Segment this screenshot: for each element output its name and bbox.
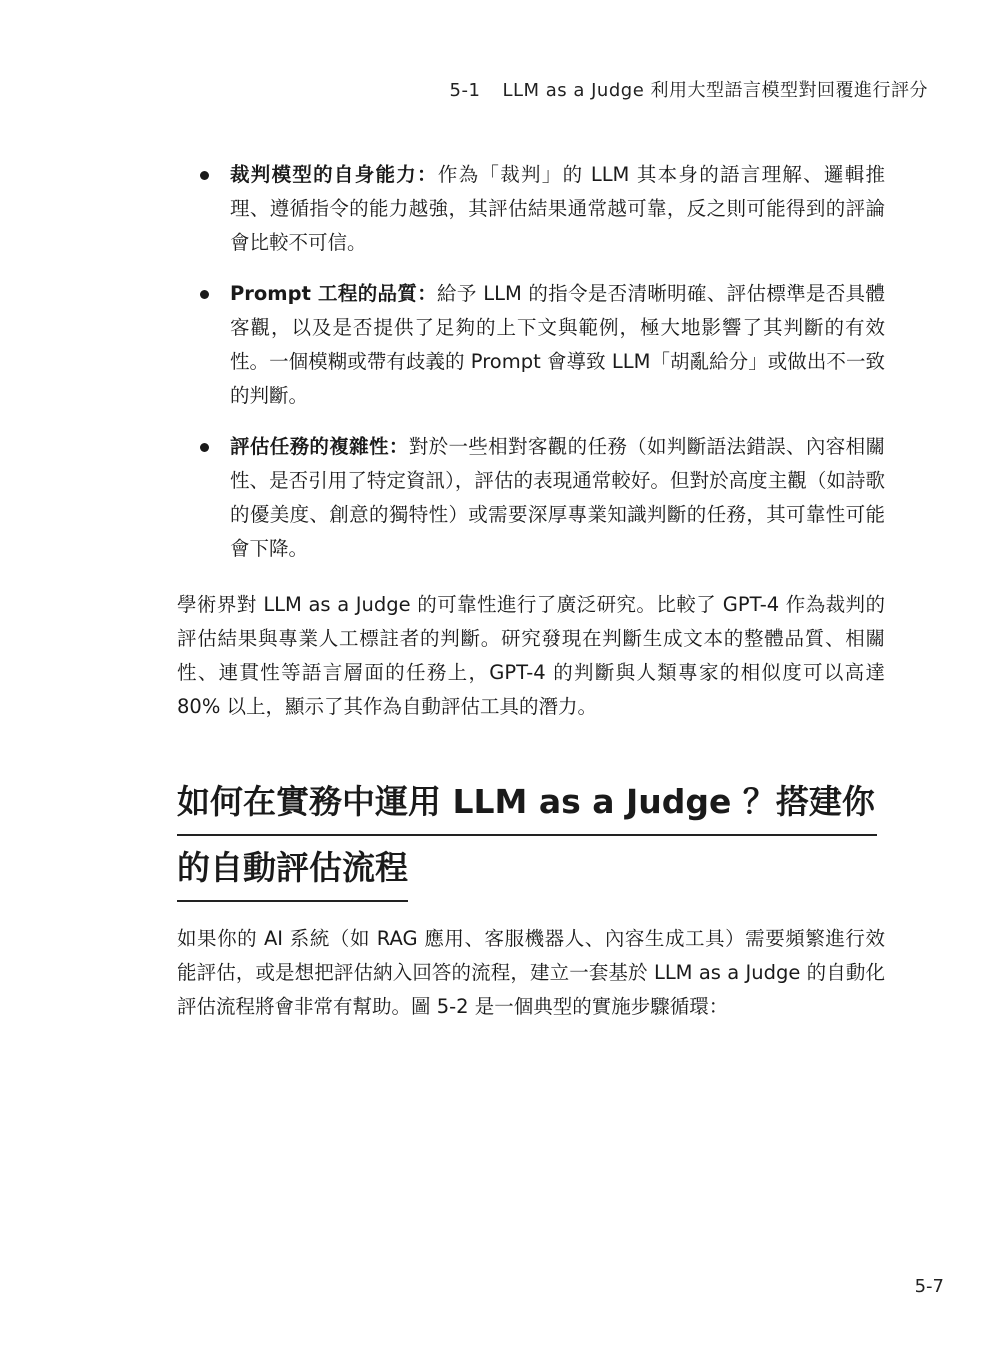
bullet-term: 裁判模型的自身能力： xyxy=(230,163,438,186)
bullet-icon xyxy=(200,290,209,299)
bullet-text: 對於一些相對客觀的任務（如判斷語法錯誤、內容相關性、是否引用了特定資訊），評估的表現通常較好。但對於高度主觀（如詩歌的優美度、創意的獨特性）或需要深厚專業知識判斷的任務，其可靠性可能會下降。 xyxy=(230,435,885,560)
bullet-icon xyxy=(200,171,209,180)
section-heading xyxy=(177,772,877,902)
list-item xyxy=(200,277,885,413)
intro-paragraph: 如果你的 AI 系統（如 RAG 應用、客服機器人、內容生成工具）需要頻繁進行效能評估，或是想把評估納入回答的流程，建立一套基於 LLM as a Judge 的自動化評估流程將會非常有幫助。圖 5-2 是一個典型的實施步驟循環： xyxy=(177,927,885,1018)
section-heading-line-1: 如何在實務中運用 LLM as a Judge ？搭建你 xyxy=(177,772,877,836)
research-paragraph: 學術界對 LLM as a Judge 的可靠性進行了廣泛研究。比較了 GPT-4 作為裁判的評估結果與專業人工標註者的判斷。研究發現在判斷生成文本的整體品質、相關性、連貫性等語言層面的任務上，GPT-4 的判斷與人類專家的相似度可以高達 80% 以上，顯示了其作為自動評估工具的潛力。 xyxy=(177,593,885,718)
page-number: 5-7 xyxy=(914,1276,944,1297)
section-number: 5-1 xyxy=(449,80,481,101)
bullet-term: Prompt 工程的品質： xyxy=(230,282,438,305)
factor-list xyxy=(200,158,885,583)
list-item xyxy=(200,158,885,260)
section-heading-line-2: 的自動評估流程 xyxy=(177,838,408,902)
bullet-icon xyxy=(200,443,209,452)
bullet-term: 評估任務的複雜性： xyxy=(230,435,409,458)
bullet-text: 給予 LLM 的指令是否清晰明確、評估標準是否具體客觀，以及是否提供了足夠的上下文與範例，極大地影響了其判斷的有效性。一個模糊或帶有歧義的 Prompt 會導致 LLM「胡亂給分」或做出不一致的判斷。 xyxy=(230,282,885,407)
running-header xyxy=(450,76,928,102)
section-title: LLM as a Judge 利用大型語言模型對回覆進行評分 xyxy=(502,80,928,101)
list-item xyxy=(200,430,885,566)
bullet-text: 作為「裁判」的 LLM 其本身的語言理解、邏輯推理、遵循指令的能力越強，其評估結果通常越可靠，反之則可能得到的評論會比較不可信。 xyxy=(230,163,885,254)
